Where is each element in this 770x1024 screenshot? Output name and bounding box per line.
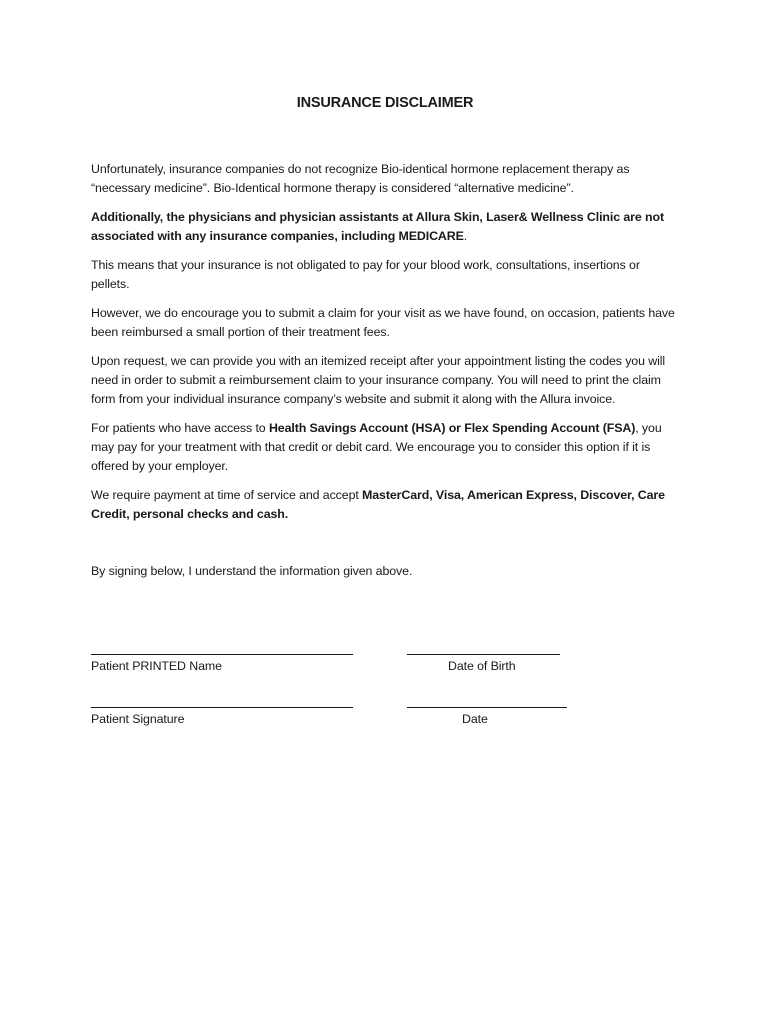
dob-line[interactable] — [407, 654, 560, 655]
paragraph-submit-claim: However, we do encourage you to submit a claim for your visit as we have found, on occasion, patients have been reimbursed a small portion of their treatment fees. — [91, 306, 675, 339]
paragraph-not-obligated: This means that your insurance is not obligated to pay for your blood work, consultations, insertions or pellets. — [91, 258, 640, 291]
printed-name-line[interactable] — [91, 654, 353, 655]
paragraph-no-insurance-association — [91, 208, 681, 246]
date-line[interactable] — [407, 707, 567, 708]
no-insurance-association-end: . — [463, 229, 468, 243]
paragraph-acknowledgement: By signing below, I understand the information given above. — [91, 564, 413, 578]
payment-methods-bold: MasterCard, Visa, American Express, Discover, Care Credit, personal checks and cash. — [91, 488, 665, 521]
paragraph-hsa-fsa — [91, 419, 681, 476]
signature-label: Patient Signature — [91, 712, 185, 726]
signature-line[interactable] — [91, 707, 353, 708]
hsa-fsa-end: , you may pay for your treatment with that credit or debit card. We encourage you to consider this option if it is offered by your employer. — [91, 421, 662, 473]
hsa-fsa-bold: Health Savings Account (HSA) or Flex Spending Account (FSA) — [268, 421, 636, 435]
disclaimer-body — [91, 160, 681, 591]
paragraph-payment-methods — [91, 486, 681, 524]
date-label: Date — [462, 712, 488, 726]
paragraph-itemized-receipt: Upon request, we can provide you with an itemized receipt after your appointment listing the codes you will need in order to submit a reimbursement claim to your insurance company. You will need to print the claim form from your individual insurance company’s website and submit it along with the Allura invoice. — [91, 354, 666, 406]
hsa-fsa-start: For patients who have access to — [91, 421, 269, 435]
paragraph-insurance-recognition: Unfortunately, insurance companies do not recognize Bio-identical hormone replacement therapy as “necessary medicine”. Bio-Identical hormone therapy is considered “alternative medicine”. — [91, 162, 630, 195]
page-title: INSURANCE DISCLAIMER — [296, 95, 474, 111]
printed-name-label: Patient PRINTED Name — [91, 659, 222, 673]
no-insurance-association-bold: Additionally, the physicians and physician assistants at Allura Skin, Laser& Wellness Clinic are not associated with any insurance companies, including MEDICARE — [91, 210, 664, 243]
dob-label: Date of Birth — [448, 659, 516, 673]
payment-methods-start: We require payment at time of service and accept — [91, 488, 363, 502]
